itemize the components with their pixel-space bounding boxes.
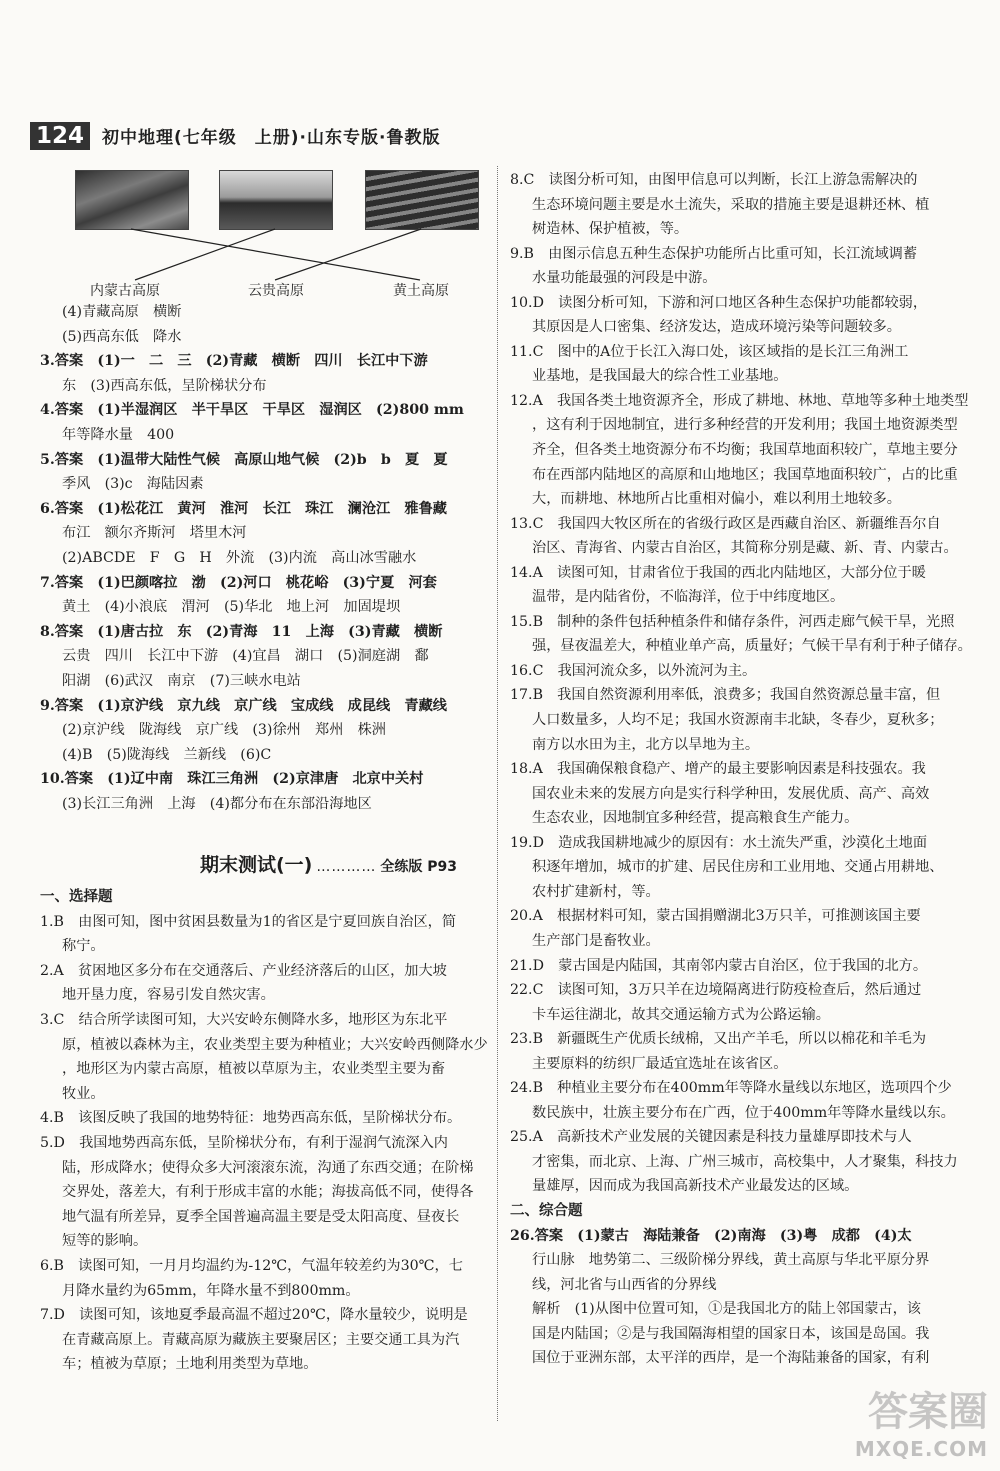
text-line: (2)京沪线 陇海线 京广线 (3)徐州 郑州 株洲 [62,722,386,739]
text-line: 16.C 我国河流众多，以外流河为主。 [510,662,757,679]
text-line: 积逐年增加，城市的扩建、居民住房和工业用地、交通占用耕地、 [532,859,944,876]
left-column-answers [40,300,488,816]
text-line: 才密集，而北京、上海、广州三城市，高校集中，人才聚集，科技力 [532,1153,958,1170]
text-line: 车；植被为草原；土地利用类型为草地。 [62,1356,318,1373]
text-line: 6.答案 (1)松花江 黄河 淮河 长江 珠江 澜沧江 雅鲁藏 [40,500,447,517]
text-line: 9.答案 (1)京沪线 京九线 京广线 宝成线 成昆线 青藏线 [40,697,447,714]
text-line: 12.A 我国各类土地资源齐全，形成了耕地、林地、草地等多种土地类型 [510,392,969,409]
text-line: 解析 (1)从图中位置可知，①是我国北方的陆上邻国蒙古，该 [532,1301,921,1318]
section-heading: 二、综合题 [510,1202,583,1219]
text-line: 18.A 我国确保粮食稳产、增产的最主要影响因素是科技强农。我 [510,761,926,778]
page-number: 124 [30,122,90,150]
text-line: 称宁。 [62,938,105,955]
text-line: 牧业。 [62,1085,105,1102]
text-line: 在青藏高原上。青藏高原为藏族主要聚居区；主要交通工具为汽 [62,1331,460,1348]
left-column-choice [40,885,488,1377]
text-line: ，地形区为内蒙古高原，植被以草原为主，农业类型主要为畜 [62,1061,446,1078]
text-line: 23.B 新疆既生产优质长绒棉，又出产羊毛，所以以棉花和羊毛为 [510,1031,927,1048]
text-line: 9.B 由图示信息五种生态保护功能所占比重可知，长江流域调蓄 [510,245,918,262]
landform-figure [65,170,485,300]
text-line: 布江 额尔齐斯河 塔里木河 [62,525,247,542]
label-loess: 黄土高原 [393,283,449,299]
page-header [30,122,440,150]
text-line: 陆，形成降水；使得众多大河滚滚东流，沟通了东西交通；在阶梯 [62,1159,474,1176]
text-line: 量雄厚，因而成为我国高新技术产业最发达的区域。 [532,1178,859,1195]
text-line: 8.答案 (1)唐古拉 东 (2)青海 11 上海 (3)青藏 横断 [40,623,443,640]
text-line: 水量功能最强的河段是中游。 [532,270,717,287]
text-line: 13.C 我国四大牧区所在的省级行政区是西藏自治区、新疆维吾尔自 [510,515,941,532]
section-heading: 一、选择题 [40,889,113,905]
text-line: 19.D 造成我国耕地减少的原因有：水土流失严重，沙漠化土地面 [510,834,928,851]
text-line: 17.B 我国自然资源利用率低，浪费多；我国自然资源总量丰富，但 [510,687,941,704]
book-title: 初中地理(七年级 上册)·山东专版·鲁教版 [102,128,441,148]
text-line: 生态农业，因地制宜多种经营，提高粮食生产能力。 [532,810,859,827]
text-line: 年等降水量 400 [62,426,175,443]
text-line: 15.B 制种的条件包括种植条件和储存条件，河西走廊气候干旱，光照 [510,613,955,630]
label-yungui: 云贵高原 [248,283,304,299]
text-line: 阳湖 (6)武汉 南京 (7)三峡水电站 [62,672,301,689]
exam-title-text: 期末测试(一) [200,854,313,876]
text-line: 10.答案 (1)辽中南 珠江三角洲 (2)京津唐 北京中关村 [40,771,424,788]
text-line: (2)ABCDE F G H 外流 (3)内流 高山冰雪融水 [62,549,417,566]
text-line: 其原因是人口密集、经济发达，造成环境污染等问题较多。 [532,319,901,336]
text-line: 南方以水田为主，北方以旱地为主。 [532,736,760,753]
exam-title [200,850,457,877]
text-line: 24.B 种植业主要分布在400mm年等降水量线以东地区，选项四个少 [510,1080,952,1097]
text-line: 11.C 图中的A位于长江入海口处，该区域指的是长江三角洲工 [510,343,909,360]
text-line: 8.C 读图分析可知，由图甲信息可以判断，长江上游急需解决的 [510,172,918,188]
right-column [510,168,980,1371]
text-line: 国位于亚洲东部，太平洋的西岸，是一个海陆兼备的国家，有利 [532,1350,930,1367]
text-line: 行山脉 地势第二、三级阶梯分界线，黄土高原与华北平原分界 [532,1252,930,1269]
column-divider [497,166,498,1421]
text-line: 3.C 结合所学读图可知，大兴安岭东侧降水多，地形区为东北平 [40,1011,448,1028]
text-line: 地开垦力度，容易引发自然灾害。 [62,987,275,1004]
text-line: 7.答案 (1)巴颜喀拉 渤 (2)河口 桃花峪 (3)宁夏 河套 [40,574,437,591]
text-line: 季风 (3)c 海陆因素 [62,476,204,493]
watermark [855,1380,988,1461]
text-line: 14.A 读图可知，甘肃省位于我国的西北内陆地区，大部分位于暖 [510,564,926,581]
label-inner-mongolia: 内蒙古高原 [90,283,160,299]
text-line: 6.B 读图可知，一月月均温约为-12℃，气温年较差约为30℃，七 [40,1257,463,1274]
text-line: 东 (3)西高东低，呈阶梯状分布 [62,377,267,394]
text-line: 农村扩建新村，等。 [532,883,660,900]
text-line: 22.C 读图可知，3万只羊在边境隔离进行防疫检查后，然后通过 [510,982,922,999]
text-line: 生态环境问题主要是水土流失，采取的措施主要是退耕还林、植 [532,196,930,213]
text-line: 温带，是内陆省份，不临海洋，位于中纬度地区。 [532,589,845,606]
text-line: 布在西部内陆地区的高原和山地地区；我国草地面积较广，占的比重 [532,466,958,483]
text-line: 2.A 贫困地区多分布在交通落后、产业经济落后的山区，加大坡 [40,962,447,979]
text-line: 10.D 读图分析可知，下游和河口地区各种生态保护功能都较弱， [510,294,928,311]
watermark-logo: 答案圈 [868,1389,988,1435]
text-line: 4.答案 (1)半湿润区 半干旱区 干旱区 湿润区 (2)800 mm [40,402,464,419]
text-line: 人口数量多，人均不足；我国水资源南丰北缺，冬春少，夏秋多； [532,712,944,729]
text-line: 25.A 高新技术产业发展的关键因素是科技力量雄厚即技术与人 [510,1129,912,1146]
text-line: 线，河北省与山西省的分界线 [532,1276,717,1293]
text-line: (4)青藏高原 横断 [62,304,182,320]
text-line: 国是内陆国；②是与我国隔海相望的国家日本，该国是岛国。我 [532,1325,930,1342]
text-line: 地气温有所差异，夏季全国普遍高温主要是受太阳高度、昼夜长 [62,1208,460,1225]
exam-title-dots: ………… [316,859,377,875]
text-line: 1.B 由图可知，图中贫困县数量为1的省区是宁夏回族自治区，简 [40,913,457,930]
text-line: 月降水量约为65mm，年降水量不到800mm。 [62,1282,360,1299]
text-line: 强，昼夜温差大，种植业单产高，质量好；气候干旱有利于种子储存。 [532,638,972,655]
text-line: (4)B (5)陇海线 兰新线 (6)C [62,746,272,763]
text-line: 生产部门是畜牧业。 [532,932,660,949]
text-line: 交界处，落差大，有利于形成丰富的水能；海拔高低不同，使得各 [62,1184,474,1201]
text-line: 大，而耕地、林地所占比重相对偏小，难以利用土地较多。 [532,491,901,508]
text-line: 21.D 蒙古国是内陆国，其南邻内蒙古自治区，位于我国的北方。 [510,957,928,974]
text-line: 卡车运往湖北，故其交通运输方式为公路运输。 [532,1006,830,1023]
text-line: 树造林、保护植被，等。 [532,221,689,238]
exam-page-ref: 全练版 P93 [380,859,457,875]
text-line: 业基地，是我国最大的综合性工业基地。 [532,368,788,385]
text-line: 5.D 我国地势西高东低，呈阶梯状分布，有利于湿润气流深入内 [40,1134,448,1151]
text-line: 4.B 该图反映了我国的地势特征：地势西高东低，呈阶梯状分布。 [40,1110,462,1127]
text-line: 26.答案 (1)蒙古 海陆兼备 (2)南海 (3)粤 成都 (4)太 [510,1227,912,1244]
text-line: 3.答案 (1)一 二 三 (2)青藏 横断 四川 长江中下游 [40,353,428,370]
text-line: 主要原料的纺织厂最适宜选址在该省区。 [532,1055,788,1072]
text-line: ，这有利于因地制宜，进行多种经营的开发利用；我国土地资源类型 [532,417,958,434]
text-line: 治区、青海省、内蒙古自治区，其简称分别是藏、新、青、内蒙古。 [532,540,958,557]
text-line: (5)西高东低 降水 [62,328,182,345]
text-line: (3)长江三角洲 上海 (4)都分布在东部沿海地区 [62,795,372,812]
text-line: 云贵 四川 长江中下游 (4)宜昌 湖口 (5)洞庭湖 鄱 [62,648,429,665]
watermark-url: MXQE.COM [854,1437,988,1461]
text-line: 黄土 (4)小浪底 渭河 (5)华北 地上河 加固堤坝 [62,599,401,616]
text-line: 原，植被以森林为主，农业类型主要为种植业；大兴安岭西侧降水少 [62,1036,488,1053]
text-line: 国农业未来的发展方向是实行科学种田，发展优质、高产、高效 [532,785,930,802]
text-line: 20.A 根据材料可知，蒙古国捐赠湖北3万只羊，可推测该国主要 [510,908,921,925]
text-line: 齐全，但各类土地资源分布不均衡；我国草地面积较广，草地主要分 [532,442,958,459]
text-line: 5.答案 (1)温带大陆性气候 高原山地气候 (2)b b 夏 夏 [40,451,448,468]
text-line: 7.D 读图可知，该地夏季最高温不超过20℃，降水量较少，说明是 [40,1307,468,1324]
text-line: 数民族中，壮族主要分布在广西，位于400mm年等降水量线以东。 [532,1104,955,1121]
text-line: 短等的影响。 [62,1233,148,1250]
